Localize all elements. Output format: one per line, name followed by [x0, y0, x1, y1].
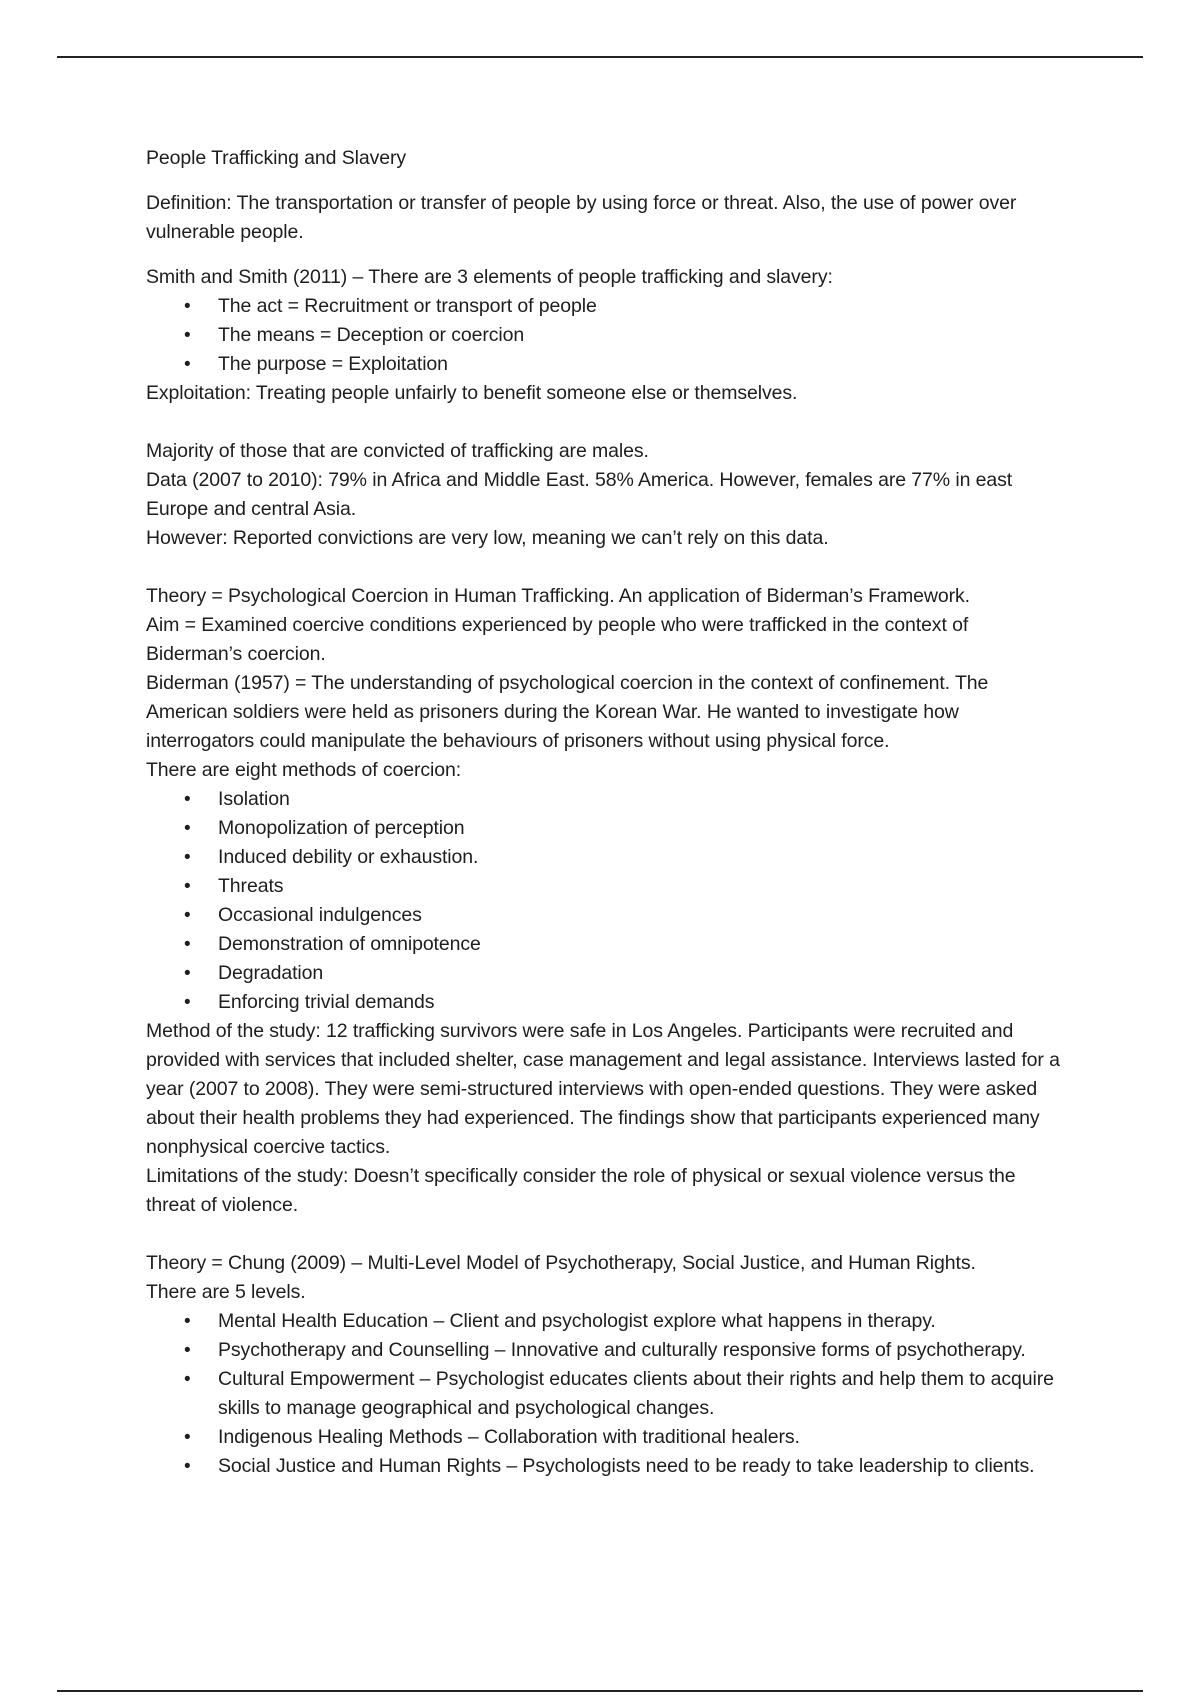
bullet-icon: •: [184, 1311, 191, 1332]
bullet-icon: •: [184, 1456, 191, 1477]
bullet-icon: •: [184, 934, 191, 955]
aim-paragraph: Aim = Examined coercive conditions experienced by people who were trafficked in the context of Biderman’s coercion.: [146, 614, 969, 665]
smith-intro-paragraph: Smith and Smith (2011) – There are 3 elements of people trafficking and slavery:: [146, 266, 833, 288]
methods-list: [146, 785, 1066, 1017]
data-paragraph: Data (2007 to 2010): 79% in Africa and Middle East. 58% America. However, females are 77% in east Europe and central Asia.: [146, 469, 1013, 520]
bullet-icon: •: [184, 325, 191, 346]
theory-chung-paragraph: Theory = Chung (2009) – Multi-Level Model of Psychotherapy, Social Justice, and Human Rights.: [146, 1252, 976, 1274]
bullet-icon: •: [184, 992, 191, 1013]
exploitation-paragraph: Exploitation: Treating people unfairly to benefit someone else or themselves.: [146, 382, 798, 404]
definition-paragraph: Definition: The transportation or transfer of people by using force or threat. Also, the use of power over vulnerable people.: [146, 192, 1017, 243]
majority-paragraph: Majority of those that are convicted of trafficking are males.: [146, 440, 649, 462]
eight-methods-paragraph: There are eight methods of coercion:: [146, 759, 462, 781]
list-item: • Indigenous Healing Methods – Collaboration with traditional healers.: [218, 1423, 1066, 1452]
levels-list: [146, 1307, 1066, 1481]
list-item: • Isolation: [218, 785, 1066, 814]
five-levels-paragraph: There are 5 levels.: [146, 1281, 306, 1303]
bullet-icon: •: [184, 296, 191, 317]
list-item: • Enforcing trivial demands: [218, 988, 1066, 1017]
list-item: • Occasional indulgences: [218, 901, 1066, 930]
however-paragraph: However: Reported convictions are very low, meaning we can’t rely on this data.: [146, 527, 829, 549]
list-item: • Induced debility or exhaustion.: [218, 843, 1066, 872]
elements-list: [146, 292, 1066, 379]
list-item: • Degradation: [218, 959, 1066, 988]
biderman-paragraph: Biderman (1957) = The understanding of psychological coercion in the context of confinement. The American soldiers were held as prisoners during the Korean War. He wanted to investigate how interrogators could manipulate the behaviours of prisoners without using physical force.: [146, 672, 989, 752]
bullet-icon: •: [184, 789, 191, 810]
document-body: [146, 144, 1066, 1481]
header-rule: [57, 56, 1143, 58]
list-item: • Psychotherapy and Counselling – Innovative and culturally responsive forms of psychotherapy.: [218, 1336, 1066, 1365]
bullet-icon: •: [184, 1369, 191, 1390]
list-item: • Cultural Empowerment – Psychologist educates clients about their rights and help them to acquire skills to manage geographical and psychological changes.: [218, 1365, 1066, 1423]
list-item: • Social Justice and Human Rights – Psychologists need to be ready to take leadership to clients.: [218, 1452, 1066, 1481]
footer-rule: [57, 1690, 1143, 1692]
list-item: • Demonstration of omnipotence: [218, 930, 1066, 959]
method-study-paragraph: Method of the study: 12 trafficking survivors were safe in Los Angeles. Participants were recruited and provided with services that included shelter, case management and legal assistance. Interviews lasted for a year (2007 to 2008). They were semi-structured interviews with open-ended questions. They were asked about their health problems they had experienced. The findings show that participants experienced many nonphysical coercive tactics.: [146, 1020, 1060, 1158]
list-item: • The purpose = Exploitation: [218, 350, 1066, 379]
bullet-icon: •: [184, 1427, 191, 1448]
bullet-icon: •: [184, 963, 191, 984]
bullet-icon: •: [184, 876, 191, 897]
document-title: People Trafficking and Slavery: [146, 147, 407, 169]
bullet-icon: •: [184, 847, 191, 868]
list-item: • The act = Recruitment or transport of people: [218, 292, 1066, 321]
list-item: • The means = Deception or coercion: [218, 321, 1066, 350]
bullet-icon: •: [184, 354, 191, 375]
limitations-paragraph: Limitations of the study: Doesn’t specifically consider the role of physical or sexual violence versus the threat of violence.: [146, 1165, 1016, 1216]
bullet-icon: •: [184, 818, 191, 839]
list-item: • Threats: [218, 872, 1066, 901]
list-item: • Mental Health Education – Client and psychologist explore what happens in therapy.: [218, 1307, 1066, 1336]
theory-coercion-paragraph: Theory = Psychological Coercion in Human Trafficking. An application of Biderman’s Framework.: [146, 585, 970, 607]
list-item: • Monopolization of perception: [218, 814, 1066, 843]
bullet-icon: •: [184, 905, 191, 926]
bullet-icon: •: [184, 1340, 191, 1361]
